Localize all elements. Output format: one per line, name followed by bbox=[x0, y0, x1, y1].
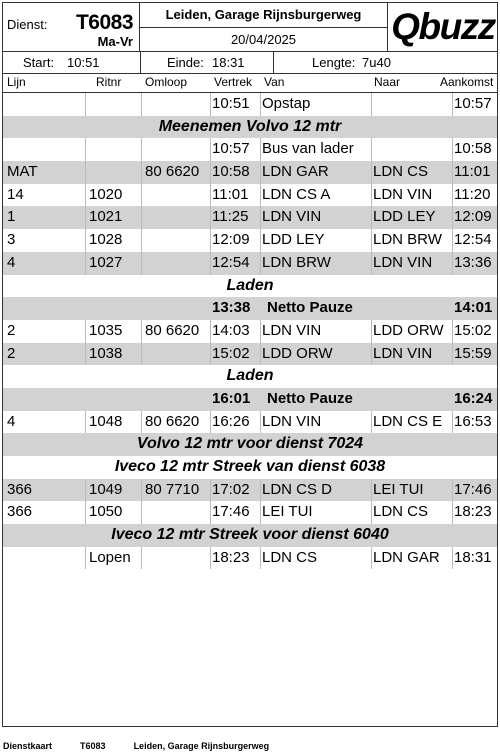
cell-divider bbox=[141, 547, 142, 570]
cell-lijn: 366 bbox=[7, 503, 33, 521]
cell-lijn: 2 bbox=[7, 321, 16, 339]
cell-vertrek: 10:51 bbox=[212, 95, 250, 112]
section-heading-row bbox=[3, 275, 497, 298]
cell-divider bbox=[260, 547, 261, 570]
cell-ritnr: 1020 bbox=[89, 185, 123, 203]
cell-ritnr: 1050 bbox=[89, 503, 123, 521]
cell-divider bbox=[371, 206, 372, 229]
section-heading-row bbox=[3, 116, 497, 139]
cell-divider bbox=[260, 161, 261, 184]
cell-divider bbox=[371, 229, 372, 252]
cell-divider bbox=[141, 184, 142, 207]
cell-aankomst: 17:46 bbox=[454, 480, 492, 498]
cell-divider bbox=[210, 229, 211, 252]
trip-row bbox=[3, 343, 497, 366]
cell-vertrek: 18:23 bbox=[212, 548, 250, 566]
cell-lijn: 14 bbox=[7, 185, 24, 203]
cell-divider bbox=[452, 93, 453, 116]
length-value: 7u40 bbox=[362, 55, 391, 70]
cell-divider bbox=[85, 93, 86, 116]
cell-van: LDD LEY bbox=[262, 231, 325, 249]
cell-ritnr: 1027 bbox=[89, 253, 123, 271]
cell-divider bbox=[141, 206, 142, 229]
cell-divider bbox=[260, 206, 261, 229]
cell-aankomst: 15:02 bbox=[454, 321, 492, 339]
cell-aankomst: 16:53 bbox=[454, 412, 492, 430]
cell-divider bbox=[260, 93, 261, 116]
cell-divider bbox=[141, 252, 142, 275]
cell-ritnr: 1021 bbox=[89, 208, 123, 226]
cell-divider bbox=[210, 343, 211, 366]
cell-divider bbox=[85, 547, 86, 570]
cell-divider bbox=[141, 479, 142, 502]
cell-van: LDN VIN bbox=[262, 208, 322, 226]
cell-van: LDN VIN bbox=[262, 412, 322, 430]
cell-divider bbox=[260, 479, 261, 502]
section-heading-row bbox=[3, 365, 497, 388]
cell-divider bbox=[452, 252, 453, 275]
trip-row bbox=[3, 184, 497, 207]
footer-label: Dienstkaart bbox=[3, 741, 53, 751]
cell-naar: LDN GAR bbox=[373, 548, 440, 566]
cell-divider bbox=[371, 479, 372, 502]
cell-divider bbox=[210, 138, 211, 161]
col-omloop: Omloop bbox=[145, 75, 188, 89]
cell-aankomst: 15:59 bbox=[454, 344, 492, 362]
cell-van: Netto Pauze bbox=[267, 299, 353, 317]
cell-divider bbox=[452, 229, 453, 252]
cell-divider bbox=[371, 93, 372, 116]
cell-divider bbox=[141, 161, 142, 184]
cell-omloop: 80 6620 bbox=[145, 321, 200, 339]
cell-divider bbox=[210, 547, 211, 570]
cell-divider bbox=[371, 252, 372, 275]
cell-divider bbox=[371, 547, 372, 570]
dienst-code: T6083 bbox=[75, 11, 133, 34]
cell-divider bbox=[210, 501, 211, 524]
cell-vertrek: 12:09 bbox=[212, 231, 250, 249]
end-value: 18:31 bbox=[212, 55, 245, 70]
trip-row bbox=[3, 93, 497, 116]
section-heading: Volvo 12 mtr voor dienst 7024 bbox=[136, 435, 364, 453]
duty-card bbox=[2, 2, 498, 727]
cell-divider bbox=[260, 138, 261, 161]
section-heading: Laden bbox=[226, 276, 274, 294]
cell-divider bbox=[210, 411, 211, 434]
cell-naar: LDN CS bbox=[373, 503, 429, 521]
cell-divider bbox=[452, 206, 453, 229]
card-header bbox=[3, 3, 497, 52]
cell-divider bbox=[85, 206, 86, 229]
cell-vertrek: 11:25 bbox=[212, 208, 249, 226]
cell-aankomst: 11:20 bbox=[454, 185, 491, 203]
col-aankomst: Aankomst bbox=[440, 75, 494, 89]
trip-row bbox=[3, 501, 497, 524]
cell-divider bbox=[260, 252, 261, 275]
cell-van: LDN CS bbox=[262, 548, 318, 566]
cell-aankomst: 16:24 bbox=[454, 389, 493, 407]
dienst-label: Dienst: bbox=[7, 17, 48, 32]
divider bbox=[273, 52, 274, 73]
col-naar: Naar bbox=[374, 75, 401, 89]
cell-divider bbox=[452, 138, 453, 161]
dienst-days: Ma-Vr bbox=[97, 34, 133, 49]
cell-divider bbox=[85, 343, 86, 366]
pause-row bbox=[3, 297, 497, 320]
cell-divider bbox=[210, 479, 211, 502]
cell-naar: LDN VIN bbox=[373, 344, 433, 362]
cell-divider bbox=[85, 320, 86, 343]
trip-row bbox=[3, 229, 497, 252]
cell-van: LEI TUI bbox=[262, 503, 313, 521]
dienst-box bbox=[3, 3, 140, 51]
cell-divider bbox=[371, 161, 372, 184]
cell-ritnr: Lopen bbox=[89, 548, 131, 566]
cell-aankomst: 12:54 bbox=[454, 231, 492, 249]
cell-divider bbox=[371, 343, 372, 366]
trip-row bbox=[3, 138, 497, 161]
cell-divider bbox=[371, 138, 372, 161]
cell-divider bbox=[85, 184, 86, 207]
cell-divider bbox=[260, 184, 261, 207]
length-label: Lengte: bbox=[312, 55, 356, 70]
cell-van: LDN CS A bbox=[262, 185, 331, 203]
cell-vertrek: 14:03 bbox=[212, 321, 250, 339]
location-box bbox=[140, 3, 388, 51]
cell-van: Bus van lader bbox=[262, 140, 354, 158]
cell-aankomst: 10:57 bbox=[454, 95, 492, 112]
cell-divider bbox=[371, 320, 372, 343]
cell-lijn: 4 bbox=[7, 412, 16, 430]
cell-lijn: MAT bbox=[7, 163, 38, 181]
cell-aankomst: 18:23 bbox=[454, 503, 492, 521]
cell-divider bbox=[452, 320, 453, 343]
cell-divider bbox=[141, 320, 142, 343]
cell-divider bbox=[141, 343, 142, 366]
cell-van: Opstap bbox=[262, 95, 311, 112]
trip-row bbox=[3, 547, 497, 570]
cell-divider bbox=[452, 479, 453, 502]
cell-divider bbox=[141, 138, 142, 161]
col-lijn: Lijn bbox=[7, 75, 26, 89]
cell-divider bbox=[141, 93, 142, 116]
cell-naar: LEI TUI bbox=[373, 480, 424, 498]
cell-lijn: 2 bbox=[7, 344, 16, 362]
cell-divider bbox=[141, 411, 142, 434]
cell-vertrek: 16:01 bbox=[212, 389, 251, 407]
cell-divider bbox=[260, 501, 261, 524]
qbuzz-logo: Qbuzz bbox=[391, 6, 495, 47]
page-footer bbox=[3, 741, 297, 751]
cell-divider bbox=[210, 93, 211, 116]
cell-omloop: 80 6620 bbox=[145, 412, 200, 430]
cell-lijn: 1 bbox=[7, 208, 16, 226]
column-headers bbox=[3, 74, 497, 93]
trip-row bbox=[3, 411, 497, 434]
cell-aankomst: 11:01 bbox=[454, 163, 491, 181]
cell-naar: LDN CS E bbox=[373, 412, 443, 430]
col-vertrek: Vertrek bbox=[214, 75, 253, 89]
cell-vertrek: 10:57 bbox=[212, 140, 250, 158]
cell-vertrek: 11:01 bbox=[212, 185, 249, 203]
cell-divider bbox=[260, 229, 261, 252]
trip-row bbox=[3, 252, 497, 275]
cell-divider bbox=[141, 501, 142, 524]
cell-divider bbox=[210, 320, 211, 343]
trip-row bbox=[3, 161, 497, 184]
trip-row bbox=[3, 206, 497, 229]
section-heading-row bbox=[3, 456, 497, 479]
date-text: 20/04/2025 bbox=[230, 32, 297, 47]
cell-vertrek: 16:26 bbox=[212, 412, 250, 430]
cell-divider bbox=[85, 252, 86, 275]
times-row bbox=[3, 52, 497, 74]
schedule-rows bbox=[3, 93, 497, 569]
section-heading: Iveco 12 mtr Streek voor dienst 6040 bbox=[111, 526, 389, 544]
col-van: Van bbox=[264, 75, 285, 89]
cell-aankomst: 18:31 bbox=[454, 548, 492, 566]
divider bbox=[140, 52, 141, 73]
cell-divider bbox=[371, 184, 372, 207]
end-label: Einde: bbox=[167, 55, 204, 70]
cell-divider bbox=[85, 479, 86, 502]
cell-divider bbox=[85, 161, 86, 184]
cell-van: LDD ORW bbox=[262, 344, 333, 362]
col-ritnr: Ritnr bbox=[96, 75, 122, 89]
cell-aankomst: 13:36 bbox=[454, 253, 492, 271]
cell-van: LDN GAR bbox=[262, 163, 329, 181]
cell-vertrek: 17:46 bbox=[212, 503, 250, 521]
cell-naar: LDN CS bbox=[373, 163, 429, 181]
pause-row bbox=[3, 388, 497, 411]
cell-omloop: 80 6620 bbox=[145, 163, 200, 181]
cell-vertrek: 17:02 bbox=[212, 480, 250, 498]
cell-naar: LDN BRW bbox=[373, 231, 442, 249]
cell-divider bbox=[141, 229, 142, 252]
cell-lijn: 4 bbox=[7, 253, 16, 271]
cell-lijn: 3 bbox=[7, 231, 16, 249]
trip-row bbox=[3, 479, 497, 502]
section-heading: Meenemen Volvo 12 mtr bbox=[158, 117, 342, 135]
cell-ritnr: 1038 bbox=[89, 344, 123, 362]
cell-ritnr: 1028 bbox=[89, 231, 123, 249]
start-label: Start: bbox=[23, 55, 55, 70]
cell-van: Netto Pauze bbox=[267, 389, 353, 407]
cell-van: LDN VIN bbox=[262, 321, 322, 339]
cell-divider bbox=[452, 411, 453, 434]
trip-row bbox=[3, 320, 497, 343]
section-heading: Laden bbox=[226, 367, 274, 385]
cell-naar: LDN VIN bbox=[373, 253, 433, 271]
cell-divider bbox=[452, 547, 453, 570]
cell-divider bbox=[371, 411, 372, 434]
cell-aankomst: 14:01 bbox=[454, 299, 493, 317]
cell-ritnr: 1049 bbox=[89, 480, 123, 498]
cell-van: LDN CS D bbox=[262, 480, 333, 498]
cell-divider bbox=[85, 229, 86, 252]
cell-divider bbox=[85, 138, 86, 161]
cell-ritnr: 1035 bbox=[89, 321, 123, 339]
cell-divider bbox=[210, 161, 211, 184]
cell-divider bbox=[260, 320, 261, 343]
cell-van: LDN BRW bbox=[262, 253, 331, 271]
cell-vertrek: 10:58 bbox=[212, 163, 250, 181]
cell-vertrek: 15:02 bbox=[212, 344, 250, 362]
cell-aankomst: 10:58 bbox=[454, 140, 492, 158]
cell-aankomst: 12:09 bbox=[454, 208, 492, 226]
cell-divider bbox=[260, 343, 261, 366]
cell-vertrek: 13:38 bbox=[212, 299, 251, 317]
location-text: Leiden, Garage Rijnsburgerweg bbox=[140, 3, 387, 28]
cell-divider bbox=[371, 501, 372, 524]
cell-lijn: 366 bbox=[7, 480, 33, 498]
cell-divider bbox=[210, 206, 211, 229]
cell-omloop: 80 7710 bbox=[145, 480, 200, 498]
footer-location: Leiden, Garage Rijnsburgerweg bbox=[133, 741, 270, 751]
cell-vertrek: 12:54 bbox=[212, 253, 250, 271]
cell-divider bbox=[210, 184, 211, 207]
cell-naar: LDD ORW bbox=[373, 321, 444, 339]
section-heading-row bbox=[3, 524, 497, 547]
section-heading: Iveco 12 mtr Streek van dienst 6038 bbox=[114, 458, 386, 475]
cell-naar: LDN VIN bbox=[373, 185, 433, 203]
cell-divider bbox=[210, 252, 211, 275]
cell-ritnr: 1048 bbox=[89, 412, 123, 430]
section-heading-row bbox=[3, 433, 497, 456]
cell-divider bbox=[452, 501, 453, 524]
cell-divider bbox=[85, 501, 86, 524]
cell-divider bbox=[452, 161, 453, 184]
cell-divider bbox=[452, 184, 453, 207]
cell-divider bbox=[260, 411, 261, 434]
cell-naar: LDD LEY bbox=[373, 208, 436, 226]
start-value: 10:51 bbox=[67, 55, 100, 70]
footer-code: T6083 bbox=[80, 741, 106, 751]
cell-divider bbox=[85, 411, 86, 434]
cell-divider bbox=[452, 343, 453, 366]
